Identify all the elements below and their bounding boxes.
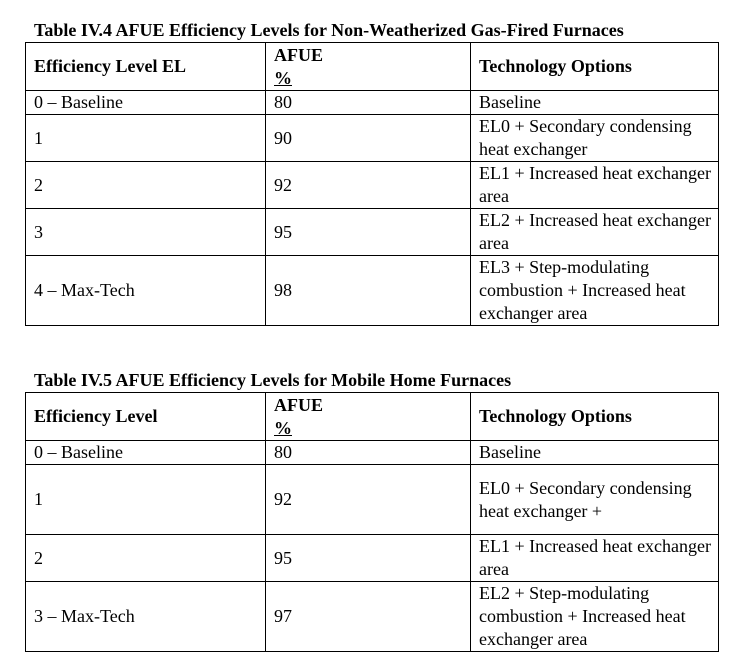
header-row — [26, 43, 719, 91]
header-technology-options: Technology Options — [471, 393, 719, 441]
cell-technology: Baseline — [471, 441, 719, 465]
header-efficiency-level: Efficiency Level EL — [26, 43, 266, 91]
table-row — [26, 209, 719, 256]
cell-afue: 95 — [266, 535, 471, 582]
header-afue — [266, 393, 471, 441]
cell-level: 0 – Baseline — [26, 91, 266, 115]
header-row — [26, 393, 719, 441]
cell-level: 1 — [26, 115, 266, 162]
header-afue-label: AFUE — [274, 394, 323, 415]
header-afue-unit: % — [274, 417, 292, 438]
cell-technology: EL1 + Increased heat exchanger area — [471, 162, 719, 209]
table-iv4-block — [25, 18, 719, 326]
cell-afue: 90 — [266, 115, 471, 162]
header-technology-options: Technology Options — [471, 43, 719, 91]
table-row — [26, 115, 719, 162]
table-row — [26, 535, 719, 582]
cell-afue: 80 — [266, 91, 471, 115]
header-afue — [266, 43, 471, 91]
header-efficiency-level: Efficiency Level — [26, 393, 266, 441]
cell-technology: Baseline — [471, 91, 719, 115]
efficiency-table — [25, 42, 719, 326]
cell-afue: 92 — [266, 465, 471, 535]
efficiency-table — [25, 392, 719, 652]
table-row — [26, 582, 719, 652]
cell-afue: 92 — [266, 162, 471, 209]
table-row — [26, 465, 719, 535]
cell-level: 1 — [26, 465, 266, 535]
cell-level: 3 – Max-Tech — [26, 582, 266, 652]
cell-level: 2 — [26, 535, 266, 582]
cell-afue: 97 — [266, 582, 471, 652]
header-afue-unit: % — [274, 67, 292, 88]
cell-technology: EL0 + Secondary condensing heat exchanger + — [471, 465, 719, 535]
cell-afue: 80 — [266, 441, 471, 465]
table-row — [26, 441, 719, 465]
cell-level: 4 – Max-Tech — [26, 256, 266, 326]
cell-technology: EL3 + Step-modulating combustion + Increased heat exchanger area — [471, 256, 719, 326]
cell-afue: 98 — [266, 256, 471, 326]
header-afue-label: AFUE — [274, 44, 323, 65]
cell-afue: 95 — [266, 209, 471, 256]
cell-technology: EL1 + Increased heat exchanger area — [471, 535, 719, 582]
cell-technology: EL2 + Step-modulating combustion + Increased heat exchanger area — [471, 582, 719, 652]
cell-technology: EL0 + Secondary condensing heat exchanger — [471, 115, 719, 162]
table-caption: Table IV.5 AFUE Efficiency Levels for Mobile Home Furnaces — [34, 370, 512, 390]
table-row — [26, 91, 719, 115]
cell-level: 0 – Baseline — [26, 441, 266, 465]
table-caption: Table IV.4 AFUE Efficiency Levels for Non-Weatherized Gas-Fired Furnaces — [34, 20, 624, 40]
table-row — [26, 256, 719, 326]
cell-level: 2 — [26, 162, 266, 209]
cell-level: 3 — [26, 209, 266, 256]
table-row — [26, 162, 719, 209]
cell-technology: EL2 + Increased heat exchanger area — [471, 209, 719, 256]
table-iv5-block — [25, 368, 719, 652]
